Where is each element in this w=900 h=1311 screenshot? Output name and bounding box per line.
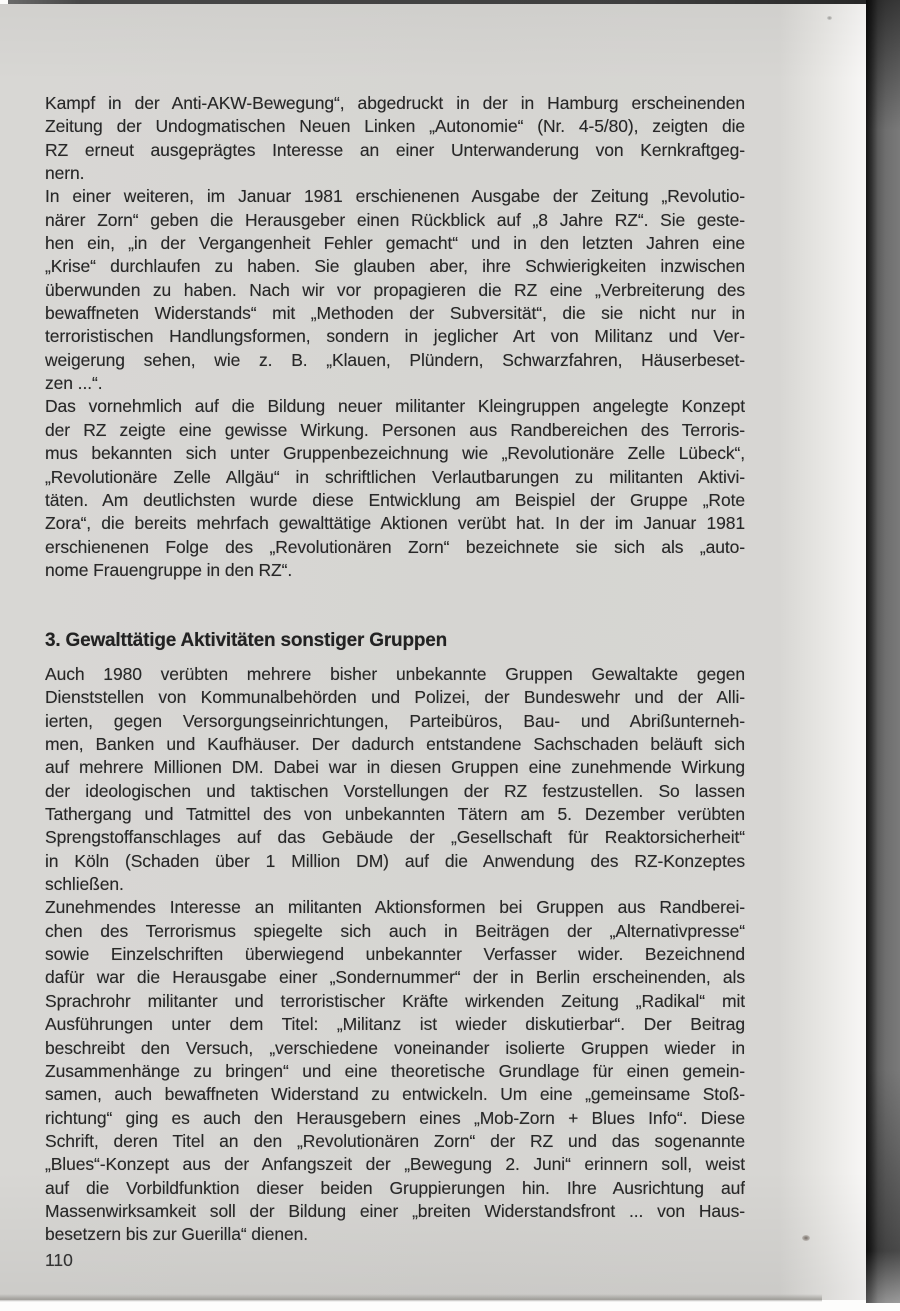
text-line: „Revolutionäre Zelle Allgäu“ in schriftlichen Verlautbarungen zu militanten Aktivi- (45, 466, 745, 487)
binding-shadow (866, 0, 900, 1303)
text-line: Massenwirksamkeit soll der Bildung einer „breiten Widerstandsfront ... von Haus- (45, 1200, 745, 1221)
text-line: mus bekannten sich unter Gruppenbezeichnung wie „Revolutionäre Zelle Lübeck“, (45, 443, 745, 464)
text-line: RZ erneut ausgeprägtes Interesse an einer Unterwanderung von Kernkraftgeg- (45, 139, 745, 160)
text-line: samen, auch bewaffneten Widerstand zu entwickeln. Um eine „gemeinsame Stoß- (45, 1084, 745, 1105)
text-line: weigerung sehen, wie z. B. „Klauen, Plündern, Schwarzfahren, Häuserbeset- (45, 349, 745, 370)
section-heading: 3. Gewalttätige Aktivitäten sonstiger Gruppen (45, 630, 448, 651)
text-line: närer Zorn“ geben die Herausgeber einen Rückblick auf „8 Jahre RZ“. Sie geste- (45, 209, 745, 230)
text-line: der RZ zeigte eine gewisse Wirkung. Personen aus Randbereichen des Terroris- (45, 419, 745, 440)
text-line: Kampf in der Anti-AKW-Bewegung“, abgedruckt in der in Hamburg erscheinenden (45, 93, 745, 113)
text-line: der ideologischen und taktischen Vorstellungen der RZ festzustellen. So lassen (45, 780, 745, 801)
paper-page (0, 4, 866, 1300)
text-line: nern. (45, 163, 85, 184)
text-line: besetzern bis zur Guerilla“ dienen. (45, 1224, 309, 1245)
text-line: Zusammenhänge zu bringen“ und eine theoretische Grundlage für einen gemein- (45, 1060, 745, 1081)
text-line: schließen. (45, 874, 124, 895)
body-text-lower (45, 663, 745, 1247)
text-line: richtung“ ging es auch den Herausgebern eines „Mob-Zorn + Blues Info“. Diese (45, 1107, 745, 1128)
text-line: auf mehrere Millionen DM. Dabei war in diesen Gruppen eine zunehmende Wirkung (45, 757, 745, 778)
text-line: erschienenen Folge des „Revolutionären Zorn“ bezeichnete sie sich als „auto- (45, 536, 745, 557)
text-line: dafür war die Herausgabe einer „Sondernummer“ der in Berlin erscheinenden, als (45, 967, 745, 988)
text-line: sowie Einzelschriften überwiegend unbekannter Verfasser wider. Bezeichnend (45, 944, 745, 965)
text-line: Sprengstoffanschlages auf das Gebäude der „Gesellschaft für Reaktorsicherheit“ (45, 827, 745, 848)
page-number: 110 (45, 1250, 73, 1270)
text-line: Auch 1980 verübten mehrere bisher unbekannte Gruppen Gewaltakte gegen (45, 664, 745, 684)
text-line: chen des Terrorismus spiegelte sich auch in Beiträgen der „Alternativpresse“ (45, 920, 745, 941)
text-line: Sprachrohr militanter und terroristischer Kräfte wirkenden Zeitung „Radikal“ mit (45, 990, 745, 1011)
text-line: „Blues“-Konzept aus der Anfangszeit der „Bewegung 2. Juni“ erinnern soll, weist (45, 1154, 745, 1175)
text-line: Dienststellen von Kommunalbehörden und Polizei, der Bundeswehr und der Alli- (45, 687, 745, 708)
text-line: Ausführungen unter dem Titel: „Militanz ist wieder diskutierbar“. Der Beitrag (45, 1014, 745, 1035)
text-line: täten. Am deutlichsten wurde diese Entwicklung am Beispiel der Gruppe „Rote (45, 489, 745, 510)
text-line: Tathergang und Tatmittel des von unbekannten Tätern am 5. Dezember verübten (45, 804, 745, 825)
body-text-upper (45, 92, 745, 582)
text-line: Schrift, deren Titel an den „Revolutionären Zorn“ der RZ und das sogenannte (45, 1130, 745, 1151)
text-line: auf die Vorbildfunktion dieser beiden Gruppierungen hin. Ihre Ausrichtung auf (45, 1177, 745, 1198)
text-line: bewaffneten Widerstands“ mit „Methoden der Subversität“, die sie nicht nur in (45, 303, 745, 324)
text-line: hen ein, „in der Vergangenheit Fehler gemacht“ und in den letzten Jahren eine (45, 233, 745, 254)
text-line: men, Banken und Kaufhäuser. Der dadurch entstandene Sachschaden beläuft sich (45, 734, 745, 755)
dust-speck (827, 16, 832, 20)
text-line: „Krise“ durchlaufen zu haben. Sie glauben aber, ihre Schwierigkeiten inzwischen (45, 256, 745, 277)
text-line: terroristischen Handlungsformen, sondern in jeglicher Art von Militanz und Ver- (45, 326, 745, 347)
text-line: nome Frauengruppe in den RZ“. (45, 559, 293, 580)
text-line: zen ...“. (45, 373, 103, 394)
text-line: überwunden zu haben. Nach wir vor propagieren die RZ eine „Verbreiterung des (45, 279, 745, 300)
text-line: in Köln (Schaden über 1 Million DM) auf die Anwendung des RZ-Konzeptes (45, 850, 745, 871)
text-line: Zeitung der Undogmatischen Neuen Linken „Autonomie“ (Nr. 4-5/80), zeigten die (45, 116, 745, 137)
text-line: beschreibt den Versuch, „verschiedene voneinander isolierte Gruppen wieder in (45, 1037, 745, 1058)
text-line: ierten, gegen Versorgungseinrichtungen, Parteibüros, Bau- und Abrißunterneh- (45, 710, 745, 731)
text-line: Zora“, die bereits mehrfach gewalttätige Aktionen verübt hat. In der im Januar 1981 (45, 513, 745, 534)
text-line: Zunehmendes Interesse an militanten Aktionsformen bei Gruppen aus Randberei- (45, 897, 745, 918)
text-line: Das vornehmlich auf die Bildung neuer militanter Kleingruppen angelegte Konzept (45, 396, 745, 417)
ink-speck (802, 1235, 810, 1241)
text-line: In einer weiteren, im Januar 1981 erschienenen Ausgabe der Zeitung „Revolutio- (45, 186, 745, 207)
